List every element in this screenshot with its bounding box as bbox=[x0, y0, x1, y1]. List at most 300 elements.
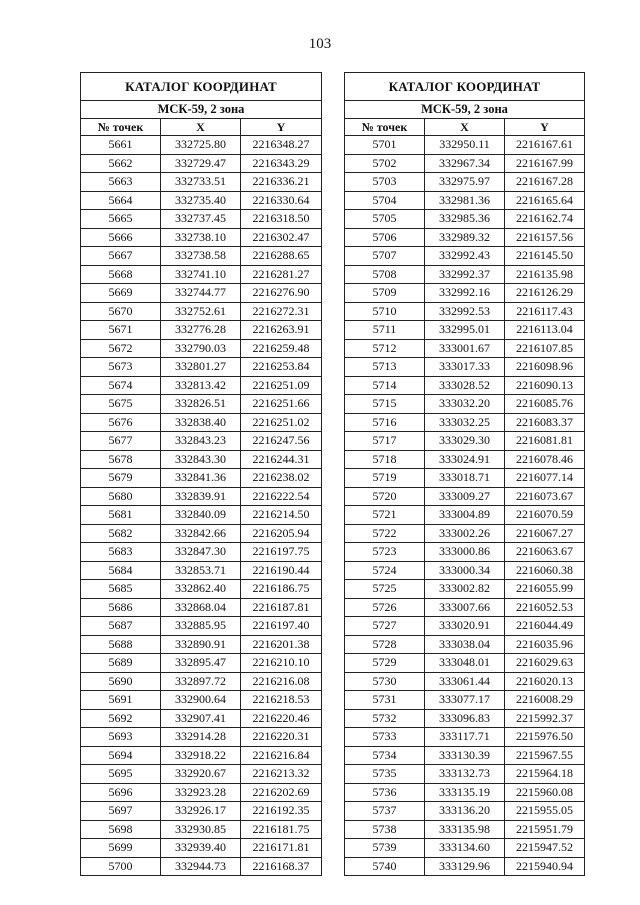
x-coordinate-cell: 332868.04 bbox=[161, 598, 241, 617]
point-number-cell: 5731 bbox=[345, 691, 425, 710]
y-coordinate-cell: 2216330.64 bbox=[241, 191, 322, 210]
y-coordinate-cell: 2216205.94 bbox=[241, 524, 322, 543]
y-coordinate-cell: 2216186.75 bbox=[241, 580, 322, 599]
column-header-x: X bbox=[425, 119, 505, 136]
x-coordinate-cell: 332995.01 bbox=[425, 321, 505, 340]
y-coordinate-cell: 2216247.56 bbox=[241, 432, 322, 451]
y-coordinate-cell: 2216251.66 bbox=[241, 395, 322, 414]
table-row bbox=[345, 487, 585, 506]
x-coordinate-cell: 332907.41 bbox=[161, 709, 241, 728]
point-number-cell: 5713 bbox=[345, 358, 425, 377]
point-number-cell: 5740 bbox=[345, 857, 425, 876]
table-row bbox=[81, 450, 322, 469]
x-coordinate-cell: 333020.91 bbox=[425, 617, 505, 636]
x-coordinate-cell: 333130.39 bbox=[425, 746, 505, 765]
x-coordinate-cell: 332729.47 bbox=[161, 154, 241, 173]
table-row bbox=[81, 691, 322, 710]
table-row bbox=[345, 339, 585, 358]
table-row bbox=[345, 432, 585, 451]
y-coordinate-cell: 2216348.27 bbox=[241, 136, 322, 155]
table-row bbox=[81, 284, 322, 303]
x-coordinate-cell: 332738.58 bbox=[161, 247, 241, 266]
coordinate-catalog-right bbox=[344, 72, 585, 876]
table-row bbox=[345, 265, 585, 284]
column-header-y: Y bbox=[505, 119, 585, 136]
y-coordinate-cell: 2216020.13 bbox=[505, 672, 585, 691]
x-coordinate-cell: 333129.96 bbox=[425, 857, 505, 876]
table-row bbox=[81, 598, 322, 617]
y-coordinate-cell: 2216288.65 bbox=[241, 247, 322, 266]
y-coordinate-cell: 2216052.53 bbox=[505, 598, 585, 617]
x-coordinate-cell: 332930.85 bbox=[161, 820, 241, 839]
y-coordinate-cell: 2216216.84 bbox=[241, 746, 322, 765]
y-coordinate-cell: 2216083.37 bbox=[505, 413, 585, 432]
y-coordinate-cell: 2216192.35 bbox=[241, 802, 322, 821]
x-coordinate-cell: 332842.66 bbox=[161, 524, 241, 543]
table-row bbox=[81, 617, 322, 636]
table-row bbox=[81, 191, 322, 210]
point-number-cell: 5665 bbox=[81, 210, 161, 229]
point-number-cell: 5715 bbox=[345, 395, 425, 414]
x-coordinate-cell: 333134.60 bbox=[425, 839, 505, 858]
point-number-cell: 5692 bbox=[81, 709, 161, 728]
point-number-cell: 5685 bbox=[81, 580, 161, 599]
x-coordinate-cell: 332840.09 bbox=[161, 506, 241, 525]
x-coordinate-cell: 332885.95 bbox=[161, 617, 241, 636]
x-coordinate-cell: 332895.47 bbox=[161, 654, 241, 673]
y-coordinate-cell: 2216222.54 bbox=[241, 487, 322, 506]
point-number-cell: 5672 bbox=[81, 339, 161, 358]
y-coordinate-cell: 2215951.79 bbox=[505, 820, 585, 839]
table-row bbox=[345, 358, 585, 377]
x-coordinate-cell: 332862.40 bbox=[161, 580, 241, 599]
x-coordinate-cell: 332735.40 bbox=[161, 191, 241, 210]
point-number-cell: 5718 bbox=[345, 450, 425, 469]
x-coordinate-cell: 333017.33 bbox=[425, 358, 505, 377]
table-row bbox=[81, 820, 322, 839]
y-coordinate-cell: 2216210.10 bbox=[241, 654, 322, 673]
y-coordinate-cell: 2216167.61 bbox=[505, 136, 585, 155]
y-coordinate-cell: 2216302.47 bbox=[241, 228, 322, 247]
table-row bbox=[81, 580, 322, 599]
table-row bbox=[81, 265, 322, 284]
point-number-cell: 5687 bbox=[81, 617, 161, 636]
table-row bbox=[81, 154, 322, 173]
point-number-cell: 5703 bbox=[345, 173, 425, 192]
x-coordinate-cell: 333002.26 bbox=[425, 524, 505, 543]
x-coordinate-cell: 332897.72 bbox=[161, 672, 241, 691]
x-coordinate-cell: 332923.28 bbox=[161, 783, 241, 802]
table-row bbox=[81, 432, 322, 451]
point-number-cell: 5728 bbox=[345, 635, 425, 654]
point-number-cell: 5674 bbox=[81, 376, 161, 395]
table-row bbox=[81, 857, 322, 876]
x-coordinate-cell: 332733.51 bbox=[161, 173, 241, 192]
table-row bbox=[345, 395, 585, 414]
table-row bbox=[345, 561, 585, 580]
point-number-cell: 5690 bbox=[81, 672, 161, 691]
x-coordinate-cell: 332975.97 bbox=[425, 173, 505, 192]
x-coordinate-cell: 332992.16 bbox=[425, 284, 505, 303]
point-number-cell: 5673 bbox=[81, 358, 161, 377]
y-coordinate-cell: 2216201.38 bbox=[241, 635, 322, 654]
table-row bbox=[345, 154, 585, 173]
point-number-cell: 5720 bbox=[345, 487, 425, 506]
point-number-cell: 5694 bbox=[81, 746, 161, 765]
table-row bbox=[345, 635, 585, 654]
table-row bbox=[345, 839, 585, 858]
point-number-cell: 5717 bbox=[345, 432, 425, 451]
y-coordinate-cell: 2216044.49 bbox=[505, 617, 585, 636]
table-row bbox=[345, 728, 585, 747]
x-coordinate-cell: 332790.03 bbox=[161, 339, 241, 358]
x-coordinate-cell: 332944.73 bbox=[161, 857, 241, 876]
y-coordinate-cell: 2216078.46 bbox=[505, 450, 585, 469]
point-number-cell: 5678 bbox=[81, 450, 161, 469]
table-row bbox=[81, 228, 322, 247]
y-coordinate-cell: 2215960.08 bbox=[505, 783, 585, 802]
table-row bbox=[345, 136, 585, 155]
y-coordinate-cell: 2216218.53 bbox=[241, 691, 322, 710]
x-coordinate-cell: 333132.73 bbox=[425, 765, 505, 784]
x-coordinate-cell: 332843.30 bbox=[161, 450, 241, 469]
point-number-cell: 5711 bbox=[345, 321, 425, 340]
point-number-cell: 5676 bbox=[81, 413, 161, 432]
x-coordinate-cell: 332914.28 bbox=[161, 728, 241, 747]
x-coordinate-cell: 332776.28 bbox=[161, 321, 241, 340]
table-row bbox=[345, 617, 585, 636]
x-coordinate-cell: 333004.89 bbox=[425, 506, 505, 525]
y-coordinate-cell: 2216171.81 bbox=[241, 839, 322, 858]
point-number-cell: 5679 bbox=[81, 469, 161, 488]
y-coordinate-cell: 2216251.09 bbox=[241, 376, 322, 395]
point-number-cell: 5733 bbox=[345, 728, 425, 747]
point-number-cell: 5666 bbox=[81, 228, 161, 247]
y-coordinate-cell: 2216281.27 bbox=[241, 265, 322, 284]
y-coordinate-cell: 2215992.37 bbox=[505, 709, 585, 728]
y-coordinate-cell: 2216214.50 bbox=[241, 506, 322, 525]
y-coordinate-cell: 2216197.40 bbox=[241, 617, 322, 636]
x-coordinate-cell: 333061.44 bbox=[425, 672, 505, 691]
point-number-cell: 5724 bbox=[345, 561, 425, 580]
y-coordinate-cell: 2216343.29 bbox=[241, 154, 322, 173]
point-number-cell: 5704 bbox=[345, 191, 425, 210]
point-number-cell: 5697 bbox=[81, 802, 161, 821]
y-coordinate-cell: 2216202.69 bbox=[241, 783, 322, 802]
y-coordinate-cell: 2216213.32 bbox=[241, 765, 322, 784]
point-number-cell: 5727 bbox=[345, 617, 425, 636]
y-coordinate-cell: 2216259.48 bbox=[241, 339, 322, 358]
page-number: 103 bbox=[308, 36, 332, 52]
y-coordinate-cell: 2216060.38 bbox=[505, 561, 585, 580]
table-row bbox=[345, 672, 585, 691]
column-header-x: X bbox=[161, 119, 241, 136]
y-coordinate-cell: 2216135.98 bbox=[505, 265, 585, 284]
table-row bbox=[345, 709, 585, 728]
y-coordinate-cell: 2216197.75 bbox=[241, 543, 322, 562]
y-coordinate-cell: 2216165.64 bbox=[505, 191, 585, 210]
catalog-title: КАТАЛОГ КООРДИНАТ bbox=[345, 73, 585, 101]
point-number-cell: 5721 bbox=[345, 506, 425, 525]
table-row bbox=[81, 358, 322, 377]
point-number-cell: 5716 bbox=[345, 413, 425, 432]
x-coordinate-cell: 333000.34 bbox=[425, 561, 505, 580]
point-number-cell: 5699 bbox=[81, 839, 161, 858]
table-row bbox=[81, 543, 322, 562]
y-coordinate-cell: 2216251.02 bbox=[241, 413, 322, 432]
y-coordinate-cell: 2216253.84 bbox=[241, 358, 322, 377]
point-number-cell: 5671 bbox=[81, 321, 161, 340]
x-coordinate-cell: 332989.32 bbox=[425, 228, 505, 247]
x-coordinate-cell: 332826.51 bbox=[161, 395, 241, 414]
y-coordinate-cell: 2216167.99 bbox=[505, 154, 585, 173]
table-row bbox=[81, 672, 322, 691]
table-row bbox=[345, 228, 585, 247]
x-coordinate-cell: 332939.40 bbox=[161, 839, 241, 858]
point-number-cell: 5701 bbox=[345, 136, 425, 155]
y-coordinate-cell: 2216318.50 bbox=[241, 210, 322, 229]
table-row bbox=[81, 783, 322, 802]
table-row bbox=[81, 376, 322, 395]
y-coordinate-cell: 2216008.29 bbox=[505, 691, 585, 710]
point-number-cell: 5691 bbox=[81, 691, 161, 710]
table-row bbox=[345, 857, 585, 876]
table-row bbox=[81, 506, 322, 525]
point-number-cell: 5684 bbox=[81, 561, 161, 580]
table-row bbox=[345, 173, 585, 192]
y-coordinate-cell: 2216063.67 bbox=[505, 543, 585, 562]
x-coordinate-cell: 332853.71 bbox=[161, 561, 241, 580]
y-coordinate-cell: 2216029.63 bbox=[505, 654, 585, 673]
x-coordinate-cell: 333029.30 bbox=[425, 432, 505, 451]
y-coordinate-cell: 2215964.18 bbox=[505, 765, 585, 784]
y-coordinate-cell: 2216098.96 bbox=[505, 358, 585, 377]
table-row bbox=[345, 450, 585, 469]
table-row bbox=[81, 173, 322, 192]
table-row bbox=[81, 395, 322, 414]
y-coordinate-cell: 2216035.96 bbox=[505, 635, 585, 654]
table-row bbox=[81, 746, 322, 765]
y-coordinate-cell: 2216220.46 bbox=[241, 709, 322, 728]
y-coordinate-cell: 2216162.74 bbox=[505, 210, 585, 229]
table-row bbox=[345, 802, 585, 821]
x-coordinate-cell: 333117.71 bbox=[425, 728, 505, 747]
point-number-cell: 5729 bbox=[345, 654, 425, 673]
x-coordinate-cell: 333135.19 bbox=[425, 783, 505, 802]
x-coordinate-cell: 332839.91 bbox=[161, 487, 241, 506]
point-number-cell: 5739 bbox=[345, 839, 425, 858]
point-number-cell: 5693 bbox=[81, 728, 161, 747]
y-coordinate-cell: 2215976.50 bbox=[505, 728, 585, 747]
table-row bbox=[345, 765, 585, 784]
column-header-point-number: № точек bbox=[345, 119, 425, 136]
x-coordinate-cell: 333024.91 bbox=[425, 450, 505, 469]
point-number-cell: 5738 bbox=[345, 820, 425, 839]
point-number-cell: 5681 bbox=[81, 506, 161, 525]
table-row bbox=[81, 802, 322, 821]
point-number-cell: 5726 bbox=[345, 598, 425, 617]
table-row bbox=[345, 210, 585, 229]
table-row bbox=[81, 469, 322, 488]
y-coordinate-cell: 2215947.52 bbox=[505, 839, 585, 858]
table-row bbox=[345, 580, 585, 599]
catalog-title: КАТАЛОГ КООРДИНАТ bbox=[81, 73, 322, 101]
y-coordinate-cell: 2216117.43 bbox=[505, 302, 585, 321]
x-coordinate-cell: 333032.25 bbox=[425, 413, 505, 432]
point-number-cell: 5662 bbox=[81, 154, 161, 173]
y-coordinate-cell: 2216187.81 bbox=[241, 598, 322, 617]
point-number-cell: 5730 bbox=[345, 672, 425, 691]
y-coordinate-cell: 2216070.59 bbox=[505, 506, 585, 525]
y-coordinate-cell: 2216168.37 bbox=[241, 857, 322, 876]
point-number-cell: 5735 bbox=[345, 765, 425, 784]
x-coordinate-cell: 332838.40 bbox=[161, 413, 241, 432]
x-coordinate-cell: 333077.17 bbox=[425, 691, 505, 710]
y-coordinate-cell: 2216181.75 bbox=[241, 820, 322, 839]
x-coordinate-cell: 332981.36 bbox=[425, 191, 505, 210]
table-row bbox=[81, 765, 322, 784]
x-coordinate-cell: 333018.71 bbox=[425, 469, 505, 488]
point-number-cell: 5667 bbox=[81, 247, 161, 266]
table-row bbox=[345, 783, 585, 802]
x-coordinate-cell: 332950.11 bbox=[425, 136, 505, 155]
x-coordinate-cell: 333048.01 bbox=[425, 654, 505, 673]
table-row bbox=[345, 691, 585, 710]
point-number-cell: 5706 bbox=[345, 228, 425, 247]
table-row bbox=[345, 654, 585, 673]
table-row bbox=[81, 321, 322, 340]
table-row bbox=[345, 469, 585, 488]
point-number-cell: 5686 bbox=[81, 598, 161, 617]
y-coordinate-cell: 2216220.31 bbox=[241, 728, 322, 747]
point-number-cell: 5737 bbox=[345, 802, 425, 821]
point-number-cell: 5736 bbox=[345, 783, 425, 802]
table-row bbox=[81, 413, 322, 432]
table-row bbox=[81, 302, 322, 321]
point-number-cell: 5663 bbox=[81, 173, 161, 192]
table-row bbox=[81, 839, 322, 858]
point-number-cell: 5707 bbox=[345, 247, 425, 266]
x-coordinate-cell: 332900.64 bbox=[161, 691, 241, 710]
point-number-cell: 5719 bbox=[345, 469, 425, 488]
y-coordinate-cell: 2216336.21 bbox=[241, 173, 322, 192]
x-coordinate-cell: 332841.36 bbox=[161, 469, 241, 488]
table-row bbox=[81, 709, 322, 728]
point-number-cell: 5664 bbox=[81, 191, 161, 210]
point-number-cell: 5723 bbox=[345, 543, 425, 562]
x-coordinate-cell: 333096.83 bbox=[425, 709, 505, 728]
x-coordinate-cell: 332843.23 bbox=[161, 432, 241, 451]
point-number-cell: 5688 bbox=[81, 635, 161, 654]
x-coordinate-cell: 333028.52 bbox=[425, 376, 505, 395]
y-coordinate-cell: 2216272.31 bbox=[241, 302, 322, 321]
y-coordinate-cell: 2216090.13 bbox=[505, 376, 585, 395]
x-coordinate-cell: 333136.20 bbox=[425, 802, 505, 821]
y-coordinate-cell: 2216081.81 bbox=[505, 432, 585, 451]
y-coordinate-cell: 2216077.14 bbox=[505, 469, 585, 488]
point-number-cell: 5705 bbox=[345, 210, 425, 229]
point-number-cell: 5682 bbox=[81, 524, 161, 543]
table-row bbox=[81, 487, 322, 506]
point-number-cell: 5677 bbox=[81, 432, 161, 451]
x-coordinate-cell: 332985.36 bbox=[425, 210, 505, 229]
table-row bbox=[81, 728, 322, 747]
x-coordinate-cell: 333002.82 bbox=[425, 580, 505, 599]
y-coordinate-cell: 2216085.76 bbox=[505, 395, 585, 414]
y-coordinate-cell: 2215955.05 bbox=[505, 802, 585, 821]
x-coordinate-cell: 332967.34 bbox=[425, 154, 505, 173]
x-coordinate-cell: 332738.10 bbox=[161, 228, 241, 247]
y-coordinate-cell: 2216067.27 bbox=[505, 524, 585, 543]
table-row bbox=[81, 210, 322, 229]
x-coordinate-cell: 332847.30 bbox=[161, 543, 241, 562]
table-row bbox=[345, 284, 585, 303]
y-coordinate-cell: 2216055.99 bbox=[505, 580, 585, 599]
table-row bbox=[81, 561, 322, 580]
y-coordinate-cell: 2216276.90 bbox=[241, 284, 322, 303]
table-row bbox=[345, 524, 585, 543]
point-number-cell: 5698 bbox=[81, 820, 161, 839]
x-coordinate-cell: 332890.91 bbox=[161, 635, 241, 654]
y-coordinate-cell: 2215967.55 bbox=[505, 746, 585, 765]
y-coordinate-cell: 2216107.85 bbox=[505, 339, 585, 358]
point-number-cell: 5670 bbox=[81, 302, 161, 321]
x-coordinate-cell: 333038.04 bbox=[425, 635, 505, 654]
y-coordinate-cell: 2216113.04 bbox=[505, 321, 585, 340]
point-number-cell: 5708 bbox=[345, 265, 425, 284]
point-number-cell: 5709 bbox=[345, 284, 425, 303]
x-coordinate-cell: 333000.86 bbox=[425, 543, 505, 562]
point-number-cell: 5675 bbox=[81, 395, 161, 414]
y-coordinate-cell: 2216238.02 bbox=[241, 469, 322, 488]
table-row bbox=[345, 543, 585, 562]
point-number-cell: 5734 bbox=[345, 746, 425, 765]
point-number-cell: 5710 bbox=[345, 302, 425, 321]
y-coordinate-cell: 2216263.91 bbox=[241, 321, 322, 340]
table-row bbox=[345, 302, 585, 321]
x-coordinate-cell: 332918.22 bbox=[161, 746, 241, 765]
x-coordinate-cell: 332801.27 bbox=[161, 358, 241, 377]
table-row bbox=[81, 339, 322, 358]
y-coordinate-cell: 2216145.50 bbox=[505, 247, 585, 266]
x-coordinate-cell: 332741.10 bbox=[161, 265, 241, 284]
column-header-point-number: № точек bbox=[81, 119, 161, 136]
x-coordinate-cell: 332992.37 bbox=[425, 265, 505, 284]
point-number-cell: 5668 bbox=[81, 265, 161, 284]
x-coordinate-cell: 333007.66 bbox=[425, 598, 505, 617]
point-number-cell: 5702 bbox=[345, 154, 425, 173]
point-number-cell: 5683 bbox=[81, 543, 161, 562]
x-coordinate-cell: 332737.45 bbox=[161, 210, 241, 229]
table-row bbox=[345, 376, 585, 395]
point-number-cell: 5695 bbox=[81, 765, 161, 784]
x-coordinate-cell: 332920.67 bbox=[161, 765, 241, 784]
table-row bbox=[81, 654, 322, 673]
table-row bbox=[345, 598, 585, 617]
x-coordinate-cell: 333032.20 bbox=[425, 395, 505, 414]
x-coordinate-cell: 332813.42 bbox=[161, 376, 241, 395]
x-coordinate-cell: 332725.80 bbox=[161, 136, 241, 155]
table-row bbox=[345, 506, 585, 525]
catalog-zone: МСК-59, 2 зона bbox=[81, 101, 322, 119]
point-number-cell: 5725 bbox=[345, 580, 425, 599]
point-number-cell: 5714 bbox=[345, 376, 425, 395]
point-number-cell: 5689 bbox=[81, 654, 161, 673]
y-coordinate-cell: 2216126.29 bbox=[505, 284, 585, 303]
y-coordinate-cell: 2216167.28 bbox=[505, 173, 585, 192]
point-number-cell: 5669 bbox=[81, 284, 161, 303]
catalog-zone: МСК-59, 2 зона bbox=[345, 101, 585, 119]
